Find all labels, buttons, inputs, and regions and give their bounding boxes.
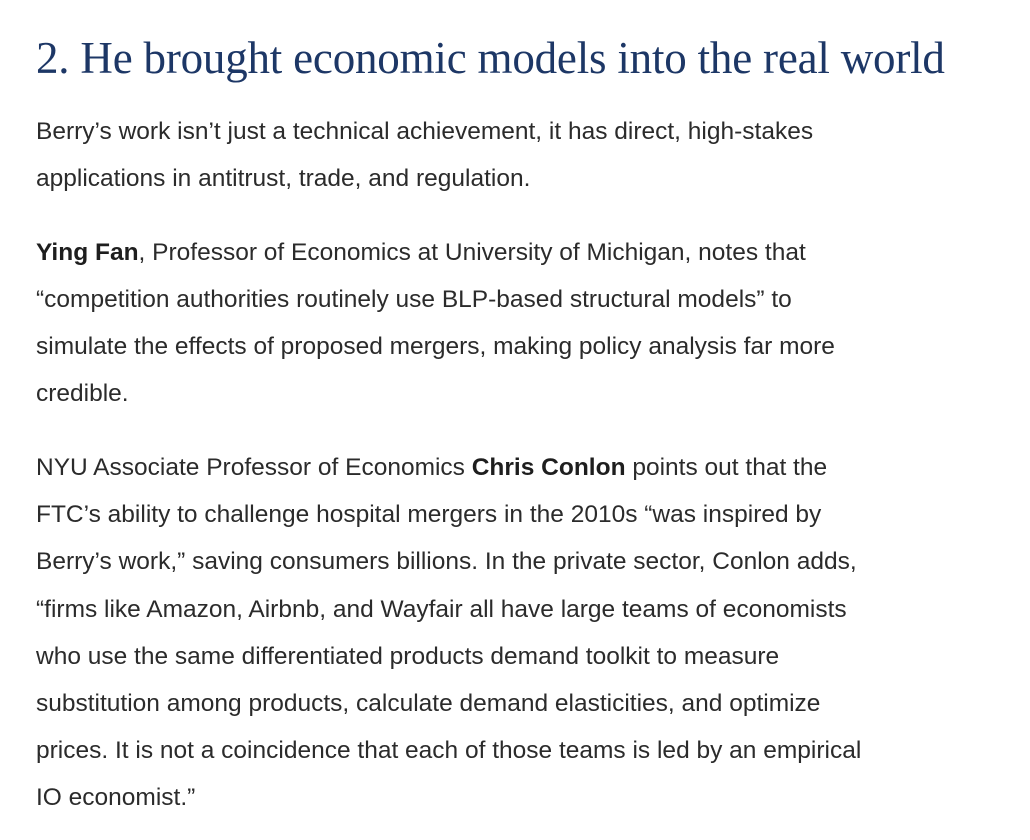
- paragraph-line: who use the same differentiated products demand toolkit to measure: [36, 642, 780, 670]
- paragraph-line: Berry’s work isn’t just a technical achievement, it has direct, high-stakes: [36, 118, 814, 145]
- paragraph-line: IO economist.”: [36, 784, 196, 812]
- paragraph-text: points out that the: [625, 454, 828, 481]
- paragraph-text: NYU Associate Professor of Economics: [36, 454, 472, 481]
- paragraph-line: [36, 444, 996, 491]
- paragraph-line: credible.: [36, 380, 129, 407]
- paragraph-line: simulate the effects of proposed mergers, making policy analysis far more: [36, 333, 835, 360]
- paragraph-line: Berry’s work,” saving consumers billions. In the private sector, Conlon adds,: [36, 548, 857, 576]
- paragraph-line: [36, 229, 996, 276]
- person-name-ying-fan: Ying Fan: [36, 239, 139, 266]
- section-heading: 2. He brought economic models into the real world: [36, 33, 945, 83]
- paragraph-line: FTC’s ability to challenge hospital mergers in the 2010s “was inspired by: [36, 501, 822, 529]
- paragraph-line: “competition authorities routinely use BLP-based structural models” to: [36, 286, 792, 313]
- paragraph-line: applications in antitrust, trade, and regulation.: [36, 165, 531, 192]
- person-name-chris-conlon: Chris Conlon: [471, 454, 626, 481]
- paragraph-intro: [36, 108, 996, 202]
- paragraph-line: substitution among products, calculate demand elasticities, and optimize: [36, 689, 821, 717]
- paragraph-line: prices. It is not a coincidence that each of those teams is led by an empirical: [36, 737, 862, 765]
- paragraph-chris-conlon: [36, 444, 996, 822]
- paragraph-line: “firms like Amazon, Airbnb, and Wayfair all have large teams of economists: [36, 595, 847, 623]
- paragraph-ying-fan: [36, 229, 996, 417]
- paragraph-text: , Professor of Economics at University of Michigan, notes that: [138, 239, 806, 266]
